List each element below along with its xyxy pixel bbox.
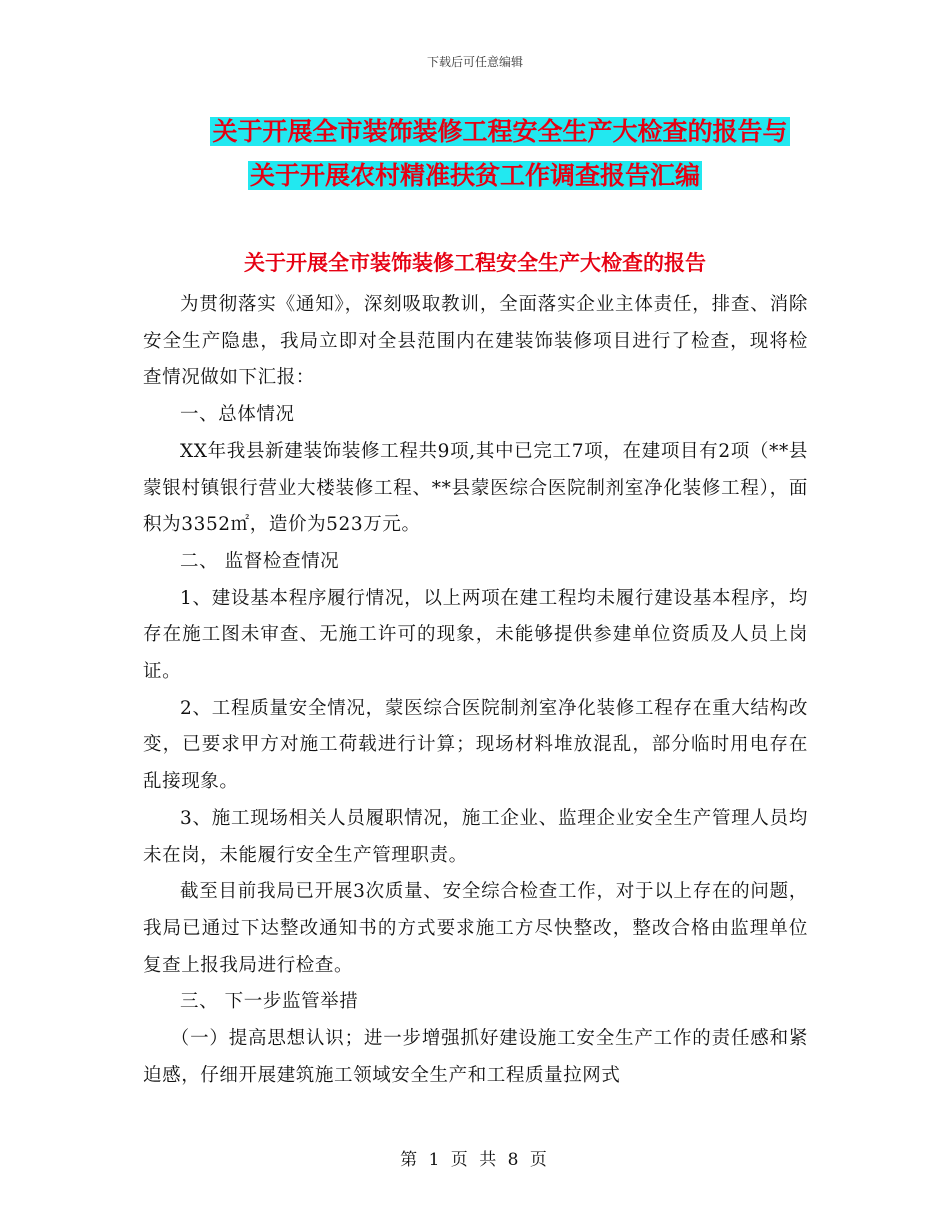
page-footer: 第 1 页 共 8 页 bbox=[400, 1150, 550, 1170]
paragraph-item-2: 2、工程质量安全情况，蒙医综合医院制剂室净化装修工程存在重大结构改变，已要求甲方对施工荷载进行计算；现场材料堆放混乱，部分临时用电存在乱接现象。 bbox=[143, 697, 808, 793]
document-body bbox=[143, 287, 808, 1094]
section-title: 关于开展全市装饰装修工程安全生产大检查的报告 bbox=[244, 251, 706, 275]
heading-supervision: 二、 监督检查情况 bbox=[180, 550, 340, 572]
paragraph-next-step-1: （一）提高思想认识；进一步增强抓好建设施工安全生产工作的责任感和紧迫感，仔细开展建筑施工领域安全生产和工程质量拉网式 bbox=[143, 1028, 808, 1086]
document-title-line-1 bbox=[25, 112, 950, 152]
heading-overall: 一、总体情况 bbox=[180, 404, 295, 426]
document-title-line-1-text: 关于开展全市装饰装修工程安全生产大检查的报告与 bbox=[212, 117, 788, 146]
document-title-line-2-text: 关于开展农村精准扶贫工作调查报告汇编 bbox=[249, 161, 700, 190]
paragraph-overall: XX年我县新建装饰装修工程共9项,其中已完工7项，在建项目有2项（**县蒙银村镇银行营业大楼装修工程、**县蒙医综合医院制剂室净化装修工程），面积为3352㎡，造价为523万元。 bbox=[143, 440, 808, 536]
heading-next-steps: 三、 下一步监管举措 bbox=[180, 991, 359, 1013]
paragraph-intro: 为贯彻落实《通知》，深刻吸取教训，全面落实企业主体责任，排查、消除安全生产隐患，我局立即对全县范围内在建装饰装修项目进行了检查，现将检查情况做如下汇报： bbox=[143, 294, 808, 389]
paragraph-item-3: 3、施工现场相关人员履职情况，施工企业、监理企业安全生产管理人员均未在岗，未能履行安全生产管理职责。 bbox=[143, 807, 808, 866]
paragraph-item-1: 1、建设基本程序履行情况，以上两项在建工程均未履行建设基本程序，均存在施工图未审查、无施工许可的现象，未能够提供参建单位资质及人员上岗证。 bbox=[143, 587, 808, 683]
header-note: 下载后可任意编辑 bbox=[426, 55, 523, 69]
paragraph-progress: 截至目前我局已开展3次质量、安全综合检查工作，对于以上存在的问题，我局已通过下达整改通知书的方式要求施工方尽快整改，整改合格由监理单位复查上报我局进行检查。 bbox=[143, 881, 808, 976]
document-title-line-2 bbox=[0, 156, 950, 196]
